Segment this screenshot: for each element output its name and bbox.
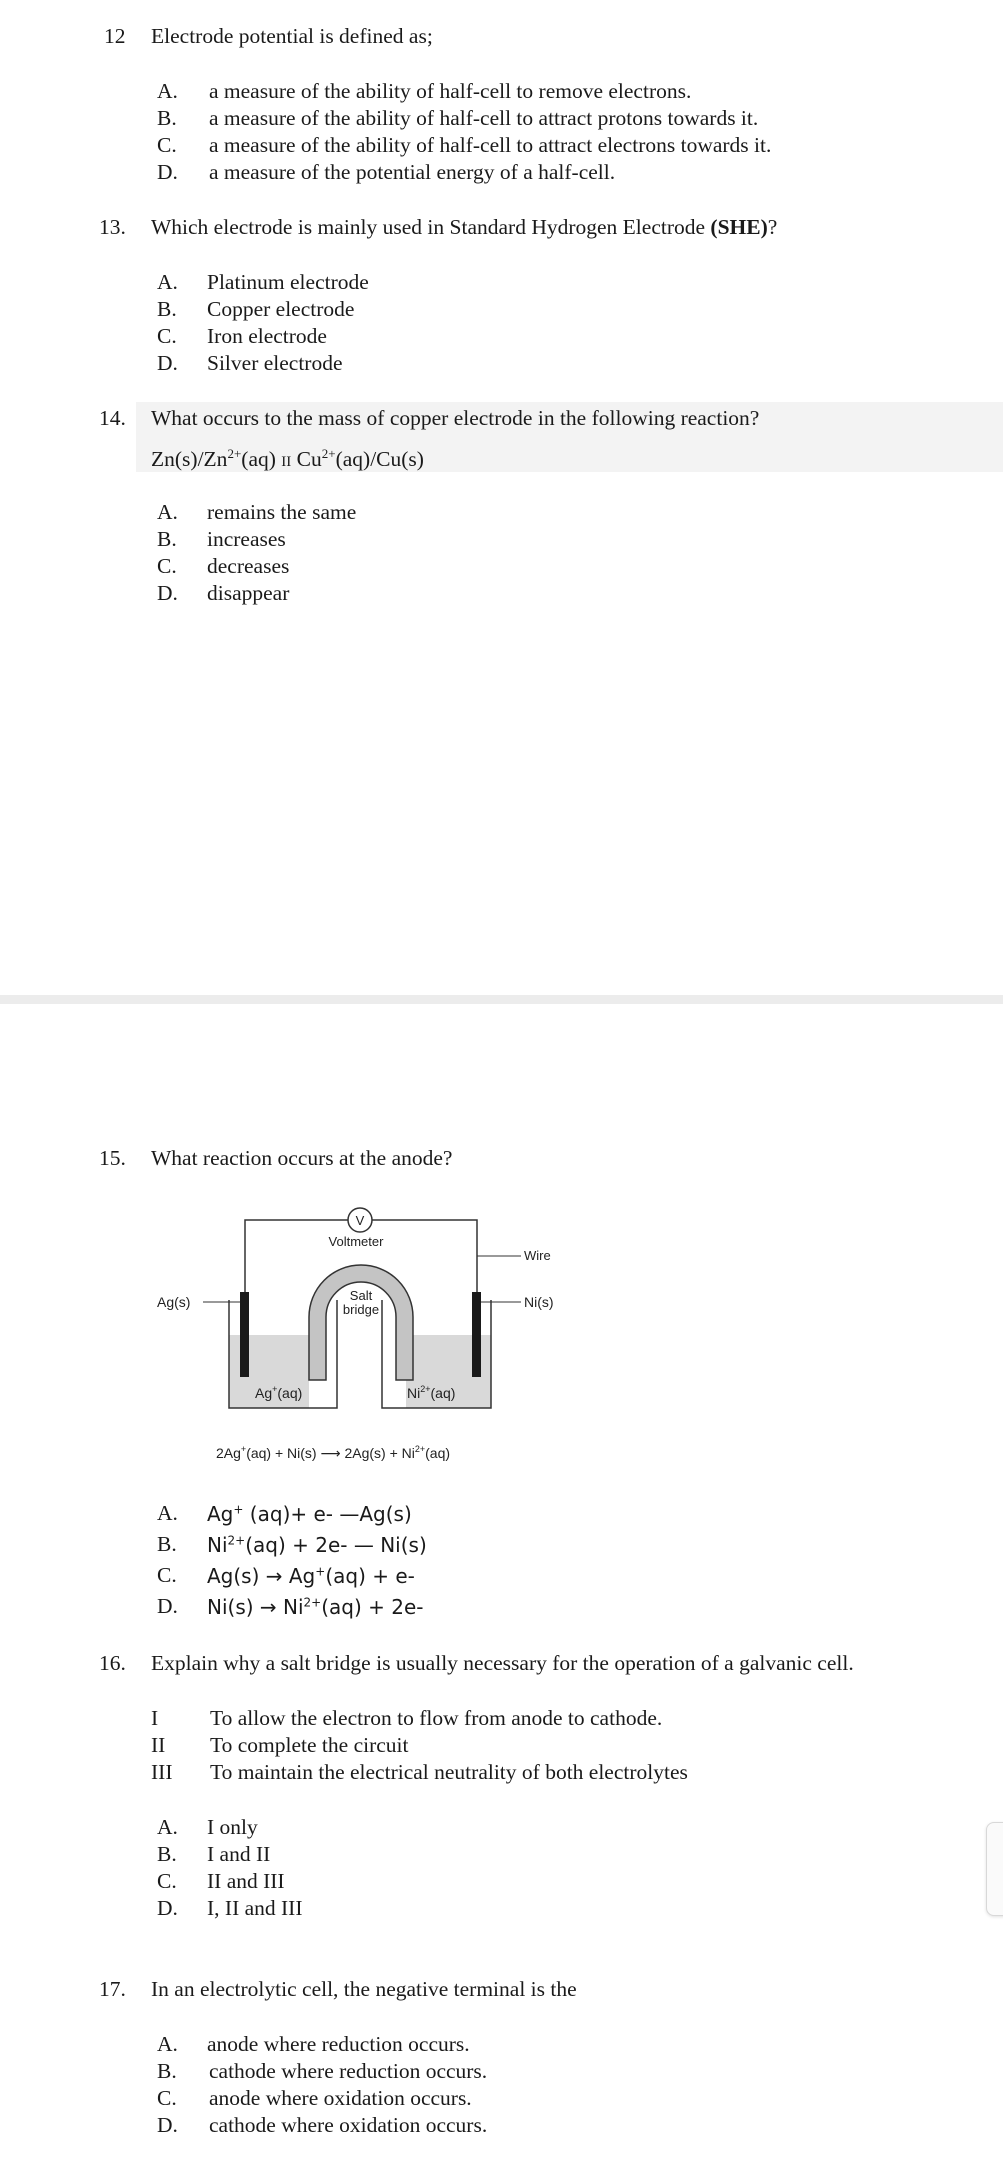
equation-part: (aq) + Ni(s) [246, 1445, 321, 1461]
option-letter: B. [157, 1532, 177, 1556]
question-number: 16. [99, 1651, 126, 1675]
option-letter: D. [157, 351, 178, 375]
option-text: Platinum electrode [207, 270, 369, 294]
question-number: 17. [99, 1977, 126, 2001]
option-letter: D. [157, 1594, 178, 1618]
salt-bridge-separator: II [281, 454, 292, 471]
option-letter: B. [157, 1842, 177, 1866]
question-text: What occurs to the mass of copper electrode in the following reaction? [151, 406, 760, 430]
salt-bridge-label-1: Salt [349, 1288, 373, 1303]
option-letter: A. [157, 1501, 178, 1525]
question-text: What reaction occurs at the anode? [151, 1146, 453, 1170]
text-part: (aq) + e- [325, 1564, 415, 1588]
notation-part: Cu [291, 447, 322, 472]
option-text: anode where reduction occurs. [207, 2032, 470, 2056]
label-part: (aq) [277, 1385, 303, 1401]
option-text [207, 1502, 412, 1526]
ion-charge: 2+ [227, 1533, 246, 1548]
question-text: Explain why a salt bridge is usually necessary for the operation of a galvanic cell. [151, 1651, 854, 1675]
notation-part: Zn(s)/Zn [151, 447, 228, 472]
option-text: a measure of the ability of half-cell to attract protons towards it. [209, 106, 759, 130]
option-text: increases [207, 527, 286, 551]
option-text: decreases [207, 554, 290, 578]
text-part: Ag [207, 1502, 234, 1526]
equation-part: (aq) [425, 1445, 451, 1461]
option-letter: C. [157, 2086, 177, 2110]
option-text [207, 1533, 427, 1557]
side-panel-handle[interactable] [986, 1822, 1003, 1916]
left-electrode-label: Ag(s) [157, 1294, 191, 1310]
option-letter: B. [157, 527, 177, 551]
right-solution-label [407, 1384, 455, 1401]
question-text-bold: (SHE) [710, 215, 768, 239]
statement-numeral: III [151, 1760, 173, 1784]
ion-charge: + [233, 1502, 244, 1517]
option-text: II and III [207, 1869, 285, 1893]
salt-bridge-label-2: bridge [342, 1302, 380, 1317]
notation-part: (aq)/Cu(s) [335, 447, 424, 472]
option-text: cathode where reduction occurs. [209, 2059, 488, 2083]
text-part: (aq) + 2e- [321, 1595, 424, 1619]
option-letter: D. [157, 581, 178, 605]
statement-text: To allow the electron to flow from anode to cathode. [210, 1706, 663, 1730]
option-letter: D. [157, 160, 178, 184]
cell-equation [216, 1444, 450, 1461]
option-text: disappear [207, 581, 290, 605]
notation-part: (aq) [241, 447, 282, 472]
wire-label: Wire [524, 1248, 551, 1263]
salt-bridge [309, 1265, 413, 1380]
option-text: a measure of the ability of half-cell to remove electrons. [209, 79, 692, 103]
equation-part: 2Ag [216, 1445, 241, 1461]
label-charge: 2+ [420, 1384, 431, 1394]
label-charge: + [272, 1384, 278, 1394]
option-text [207, 1564, 415, 1588]
question-text-part: Which electrode is mainly used in Standard Hydrogen Electrode [151, 215, 711, 239]
right-electrode-label: Ni(s) [524, 1294, 554, 1310]
question-text [151, 215, 777, 240]
notation-charge: 2+ [321, 446, 336, 461]
option-letter: C. [157, 554, 177, 578]
option-letter: A. [157, 2032, 178, 2056]
option-text: I, II and III [207, 1896, 303, 1920]
option-text: Copper electrode [207, 297, 355, 321]
option-text [207, 1595, 424, 1619]
voltmeter-symbol: V [355, 1213, 365, 1228]
text-part: (aq)+ e- —Ag(s) [243, 1502, 412, 1526]
right-electrode [472, 1292, 481, 1377]
option-text: remains the same [207, 500, 357, 524]
left-electrode [240, 1292, 249, 1377]
equation-charge: 2+ [414, 1444, 426, 1454]
option-text: a measure of the potential energy of a half-cell. [209, 160, 616, 184]
question-number: 13. [99, 215, 126, 239]
option-letter: A. [157, 500, 178, 524]
text-part: Ni [207, 1533, 228, 1557]
cell-notation [151, 446, 424, 472]
statement-numeral: II [151, 1733, 166, 1757]
question-text: Electrode potential is defined as; [151, 24, 433, 48]
notation-charge: 2+ [227, 446, 242, 461]
option-text: cathode where oxidation occurs. [209, 2113, 488, 2137]
statement-text: To complete the circuit [210, 1733, 409, 1757]
question-text-end: ? [767, 215, 778, 239]
label-part: Ni [407, 1385, 421, 1401]
equation-part: 2Ag(s) + Ni [340, 1445, 415, 1461]
statement-numeral: I [151, 1706, 159, 1730]
option-text: Silver electrode [207, 351, 343, 375]
option-letter: C. [157, 133, 177, 157]
galvanic-cell-diagram [150, 1200, 590, 1480]
ion-charge: 2+ [303, 1595, 322, 1610]
option-letter: A. [157, 270, 178, 294]
reaction-arrow: ⟶ [320, 1445, 341, 1461]
option-letter: A. [157, 1815, 178, 1839]
question-number: 12 [104, 24, 126, 48]
option-text: a measure of the ability of half-cell to attract electrons towards it. [209, 133, 772, 157]
option-letter: B. [157, 2059, 177, 2083]
statement-text: To maintain the electrical neutrality of both electrolytes [210, 1760, 688, 1784]
option-letter: A. [157, 79, 178, 103]
option-letter: D. [157, 2113, 178, 2137]
equation-charge: + [240, 1444, 247, 1454]
voltmeter-label: Voltmeter [328, 1234, 384, 1249]
question-number: 14. [99, 406, 126, 430]
option-text: I and II [207, 1842, 271, 1866]
text-part: Ni(s) → Ni [207, 1595, 304, 1619]
text-part: Ag(s) → Ag [207, 1564, 316, 1588]
ion-charge: + [315, 1564, 326, 1579]
option-text: anode where oxidation occurs. [209, 2086, 472, 2110]
option-letter: D. [157, 1896, 178, 1920]
text-part: (aq) + 2e- — Ni(s) [245, 1533, 427, 1557]
question-number: 15. [99, 1146, 126, 1170]
option-letter: B. [157, 297, 177, 321]
option-letter: C. [157, 1563, 177, 1587]
left-solution-label [255, 1384, 302, 1401]
option-text: I only [207, 1815, 258, 1839]
label-part: (aq) [430, 1385, 456, 1401]
question-text: In an electrolytic cell, the negative terminal is the [151, 1977, 577, 2001]
option-letter: C. [157, 1869, 177, 1893]
page-separator [0, 995, 1003, 1004]
option-letter: B. [157, 106, 177, 130]
option-text: Iron electrode [207, 324, 327, 348]
label-part: Ag [255, 1385, 273, 1401]
option-letter: C. [157, 324, 177, 348]
